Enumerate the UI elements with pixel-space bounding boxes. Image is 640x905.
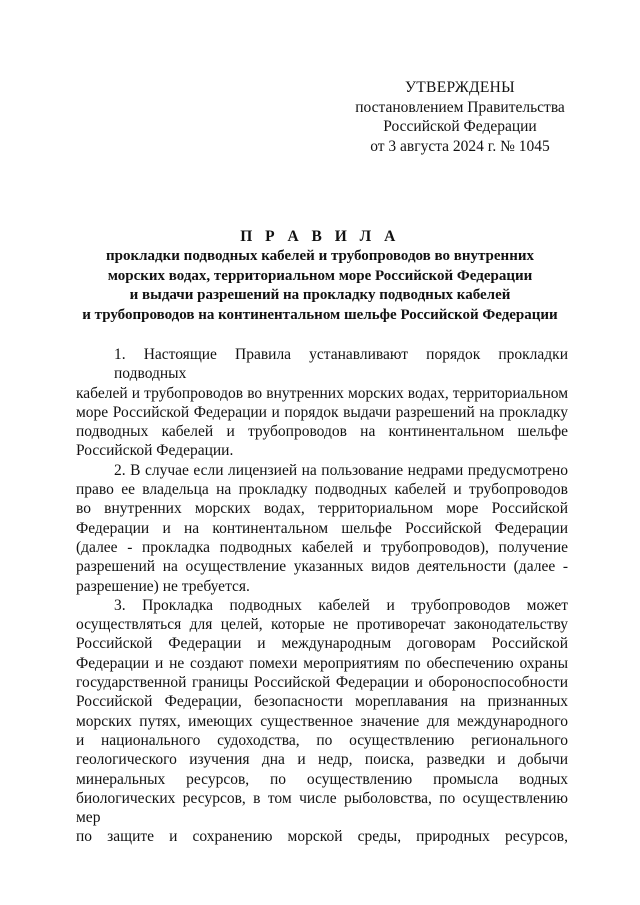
text-line: 2. В случае если лицензией на пользование недрами предусмотрено <box>114 461 568 479</box>
text-line: (далее - прокладка подводных кабелей и трубопроводов), получение <box>76 538 568 556</box>
text-line: минеральных ресурсов, по осуществлению промысла водных <box>76 770 568 788</box>
text-line: во внутренних морских водах, территориальном море Российской <box>76 500 568 518</box>
document-body <box>76 345 568 847</box>
text-line: Российской Федерации и международным договорам Российской <box>76 635 568 653</box>
text-line: геологического изучения дна и недр, поиска, разведки и добычи <box>76 751 568 769</box>
text-line: биологических ресурсов, в том числе рыболовства, по осуществлению мер <box>76 789 568 827</box>
subtitle-line: и выдачи разрешений на прокладку подводных кабелей <box>129 287 511 303</box>
text-line: 1. Настоящие Правила устанавливают порядок прокладки подводных <box>114 346 568 383</box>
subtitle-line: прокладки подводных кабелей и трубопроводов во внутренних <box>106 248 534 264</box>
document-subtitle <box>60 247 580 325</box>
approval-title: УТВЕРЖДЕНЫ <box>405 79 515 96</box>
paragraph-3 <box>76 596 568 847</box>
approval-line-3: от 3 августа 2024 г. № 1045 <box>370 137 550 155</box>
text-line: море Российской Федерации и порядок выдачи разрешений на прокладку <box>76 403 568 421</box>
text-line: Российской Федерации, безопасности мореплавания на признанных <box>76 693 568 711</box>
text-line: кабелей и трубопроводов во внутренних морских водах, территориальном <box>76 384 568 402</box>
text-line: разрешение) не требуется. <box>76 577 250 595</box>
paragraph-2 <box>76 461 568 596</box>
approval-line-2: Российской Федерации <box>383 118 537 135</box>
text-line: право ее владельца на прокладку подводных кабелей и трубопроводов <box>76 481 568 499</box>
text-line: Федерации и на континентальном шельфе Российской Федерации <box>76 519 568 537</box>
text-line: и национального судоходства, по осуществлению регионального <box>76 731 568 749</box>
text-line: Российской Федерации. <box>76 442 234 460</box>
text-line: по защите и сохранению морской среды, природных ресурсов, <box>76 828 568 846</box>
text-line: 3. Прокладка подводных кабелей и трубопроводов может <box>114 596 568 614</box>
subtitle-line: и трубопроводов на континентальном шельфе Российской Федерации <box>82 306 558 323</box>
text-line: осуществляться для целей, которые не противоречат законодательству <box>76 616 568 634</box>
text-line: государственной границы Российской Федерации и обороноспособности <box>76 674 568 692</box>
text-line: подводных кабелей и трубопроводов на континентальном шельфе <box>76 423 568 441</box>
approval-stamp <box>340 78 580 156</box>
subtitle-line: морских водах, территориальном море Российской Федерации <box>107 267 533 284</box>
text-line: морских путях, имеющих существенное значение для международного <box>76 712 568 730</box>
document-title: П Р А В И Л А <box>240 228 400 245</box>
text-line: Федерации и не создают помехи мероприятиям по обеспечению охраны <box>76 654 568 672</box>
approval-line-1: постановлением Правительства <box>355 98 565 116</box>
text-line: разрешений на осуществление указанных видов деятельности (далее - <box>76 558 568 576</box>
paragraph-1 <box>76 345 568 461</box>
